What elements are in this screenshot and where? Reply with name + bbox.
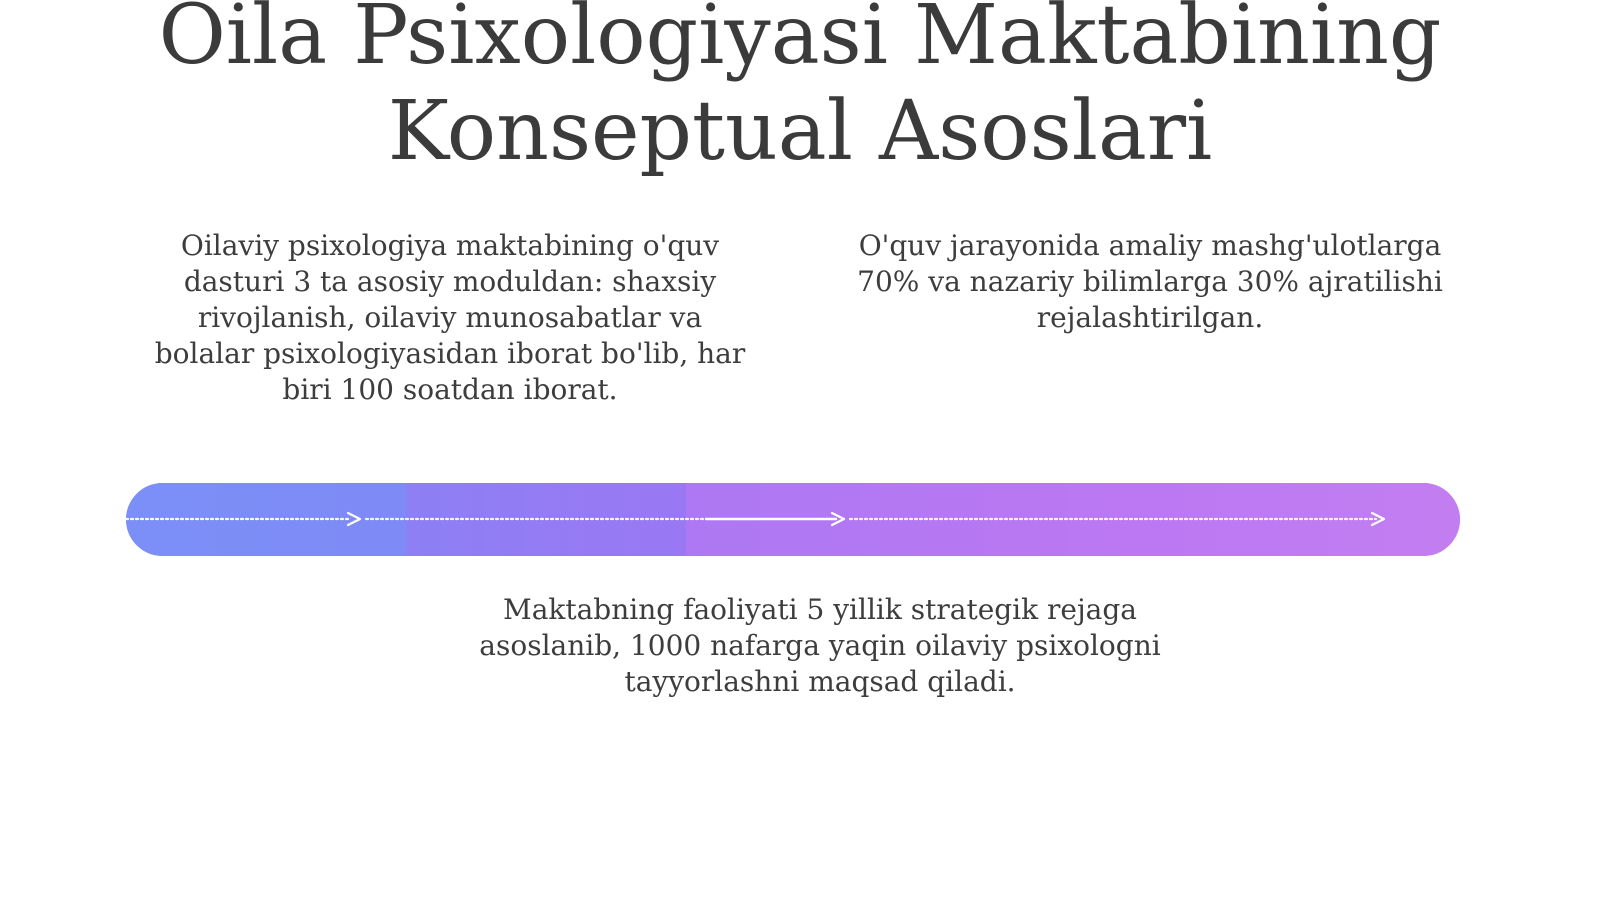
- text-block-practice-ratio: O'quv jarayonida amaliy mashg'ulotlarga 70% va nazariy bilimlarga 30% ajratilishi rejalashtirilgan.: [857, 229, 1443, 334]
- timeline-bar: [126, 483, 1460, 556]
- slide-title: Oila Psixologiyasi Maktabining Konseptual Asoslari: [158, 0, 1442, 179]
- arrow-right-icon: [348, 513, 360, 525]
- timeline-track: [126, 483, 1460, 556]
- arrow-right-icon: [1372, 513, 1384, 525]
- text-block-curriculum: Oilaviy psixologiya maktabining o'quv dasturi 3 ta asosiy moduldan: shaxsiy rivojlanish, oilaviy munosabatlar va bolalar psixologiyasidan iborat bo'lib, har biri 100 soatdan iborat.: [154, 229, 746, 406]
- text-block-strategy: Maktabning faoliyati 5 yillik strategik rejaga asoslanib, 1000 nafarga yaqin oilaviy psixologni tayyorlashni maqsad qiladi.: [479, 593, 1161, 698]
